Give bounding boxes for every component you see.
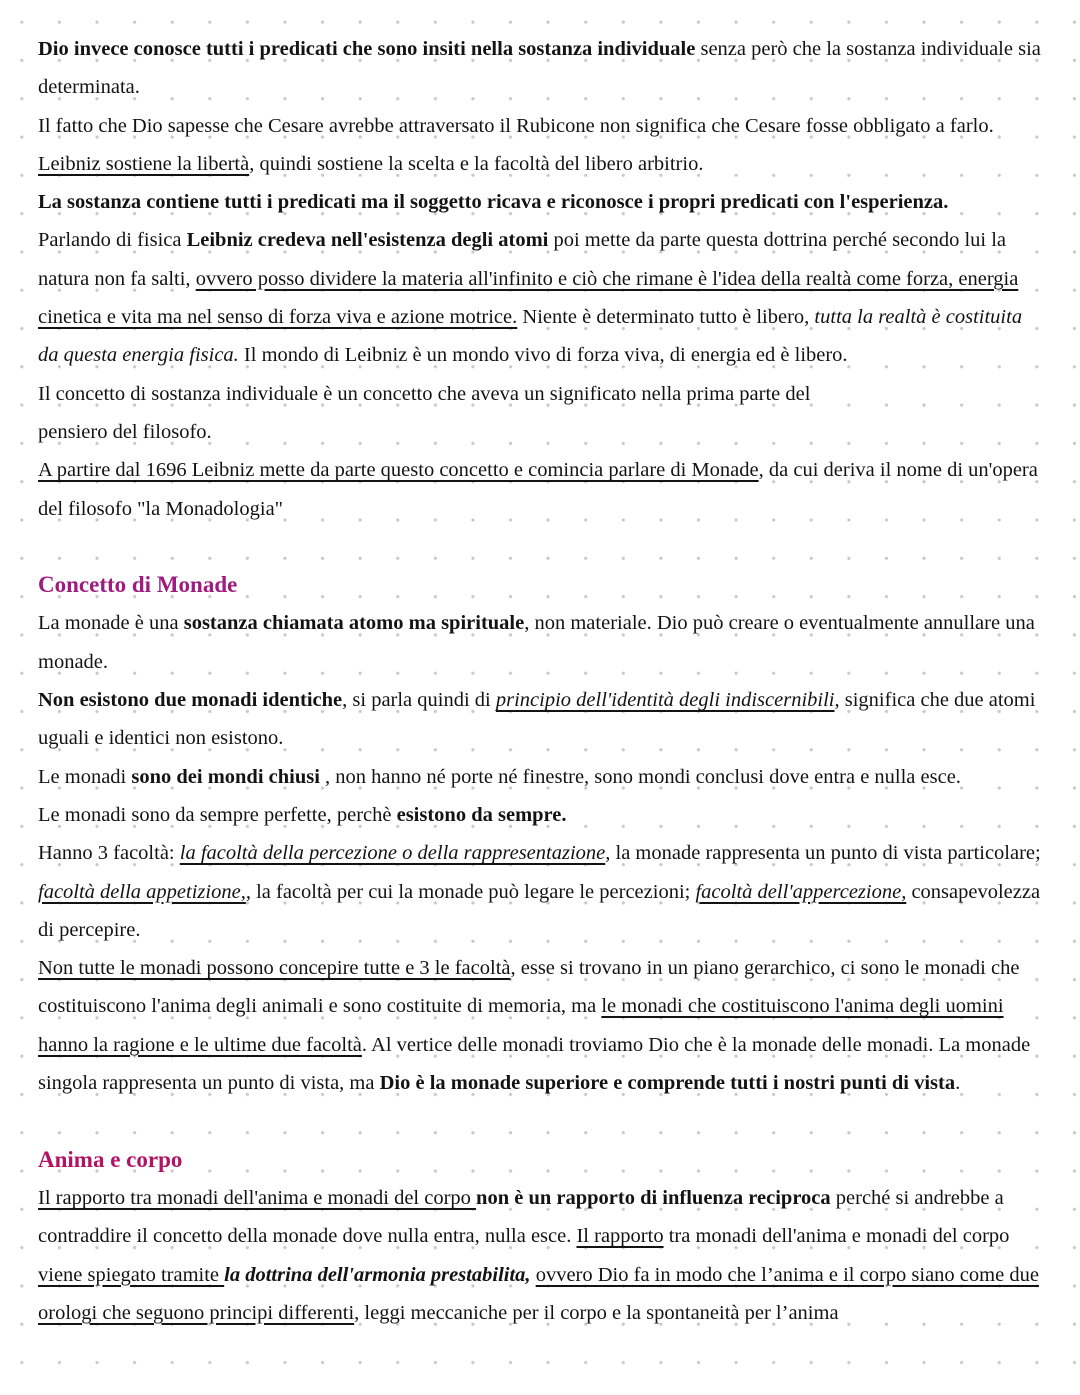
paragraph-tre-facolta [38, 834, 1044, 949]
text-run: , non hanno né porte né finestre, sono mondi conclusi dove entra e nulla esce. [319, 765, 961, 788]
text-run: , quindi sostiene la scelta e la facoltà del libero arbitrio. [249, 152, 704, 175]
document-body [38, 30, 1044, 1332]
text-run: . [955, 1072, 961, 1095]
text-run: A partire dal 1696 Leibniz mette da parte questo concetto e comincia parlare di Monade [38, 459, 759, 482]
paragraph-armonia-prestabilita [38, 1179, 1044, 1332]
text-run: , la facoltà per cui la monade può legare le percezioni; [245, 880, 696, 903]
text-run: Parlando di fisica [38, 229, 187, 252]
text-run: Non tutte le monadi possono concepire tutte e 3 le facoltà [38, 957, 511, 980]
text-run: Dio è la monade superiore e comprende tutti i nostri punti di vista [379, 1072, 956, 1095]
heading-anima-e-corpo [38, 1141, 1044, 1179]
text-run: ovvero posso dividere la materia all'infinito e ciò che rimane è l'idea della realtà come forza, energia cinetica e vita ma nel senso di forza viva e azione motrice. [38, 267, 1019, 329]
text-run: sono dei mondi chiusi [131, 765, 320, 788]
paragraph-liberta [38, 145, 1044, 183]
paragraph-mondi-chiusi [38, 758, 1044, 796]
text-run: Il mondo di Leibniz è un mondo vivo di forza viva, di energia ed è libero. [238, 344, 848, 367]
text-run: perché si andrebbe a contraddire il concetto della monade dove nulla entra, nulla esce. [38, 1186, 1004, 1248]
paragraph-fisica-atomi [38, 221, 1044, 374]
text-run: La monade è una [38, 612, 184, 635]
paragraph-dio-predicati [38, 30, 1044, 107]
paragraph-cesare-rubicone [38, 107, 1044, 145]
text-run: esistono da sempre. [396, 803, 567, 826]
heading-text: Concetto di Monade [38, 572, 238, 598]
text-run: , significa che due atomi uguali e identici non esistono. [38, 689, 1036, 750]
text-run: ovvero Dio fa in modo che l’anima e il corpo siano come due orologi che seguono principi differenti [38, 1263, 1039, 1324]
text-run: sostanza chiamata atomo ma spirituale [183, 612, 525, 635]
paragraph-perfette [38, 796, 1044, 834]
text-run: La sostanza contiene tutti i predicati ma il soggetto ricava e riconosce i propri predicati con l'esperienza. [38, 191, 949, 214]
text-run: facoltà dell'appercezione, [695, 880, 907, 903]
text-run: consapevolezza di percepire. [38, 880, 1041, 941]
text-run: Leibniz credeva nell'esistenza degli atomi [186, 229, 549, 252]
text-run: facoltà della appetizione, [38, 880, 246, 903]
paragraph-gerarchia-monadi [38, 949, 1044, 1102]
text-run: , si parla quindi di [342, 689, 496, 712]
text-run: senza però che la sostanza individuale sia determinata. [38, 38, 1041, 99]
paragraph-concetto-sostanza [38, 375, 1044, 452]
text-run: , esse si trovano in un piano gerarchico, ci sono le monadi che costituiscono l'anima degli animali e sono costituite di memoria, ma [38, 957, 1020, 1018]
text-run: principio dell'identità degli indiscernibili [495, 689, 835, 712]
text-run: viene spiegato tramite [38, 1263, 225, 1286]
text-run: , da cui deriva il nome di un'opera del filosofo "la Monadologia" [38, 459, 1038, 520]
text-run: Il concetto di sostanza individuale è un concetto che aveva un significato nella prima parte del [38, 382, 811, 405]
text-run: tra monadi dell'anima e monadi del corpo [663, 1225, 1010, 1248]
text-run: Niente è determinato tutto è libero, [517, 306, 815, 329]
paragraph-sostanza-predicati [38, 183, 1044, 221]
text-run: Dio invece conosce tutti i predicati che sono insiti nella sostanza individuale [38, 38, 696, 60]
heading-concetto-di-monade [38, 566, 1044, 604]
text-run: tutta la realtà è costituita da questa energia fisica. [38, 306, 1023, 367]
text-run: le monadi che costituiscono l'anima degli uomini hanno la ragione e le ultime due facoltà [38, 995, 1004, 1056]
text-run: , non materiale. Dio può creare o eventualmente annullare una monade. [38, 612, 1035, 673]
text-run: la facoltà della percezione o della rappresentazione [179, 842, 606, 865]
text-run: Leibniz sostiene la libertà [38, 152, 250, 175]
heading-text: Anima e corpo [38, 1146, 183, 1172]
text-run: Il rapporto [576, 1225, 664, 1248]
text-run: non è un rapporto di influenza reciproca [476, 1186, 831, 1209]
text-run: Hanno 3 facoltà: [38, 842, 180, 865]
paragraph-indiscernibili [38, 681, 1044, 758]
text-run: poi mette da parte questa dottrina perché secondo lui la natura non fa salti, [38, 229, 1007, 290]
text-run: Il fatto che Dio sapesse che Cesare avrebbe attraversato il Rubicone non significa che Cesare fosse obbligato a farlo. [38, 114, 994, 137]
text-run: , leggi meccaniche per il corpo e la spontaneità per l’anima [354, 1301, 839, 1324]
text-run: Le monadi [38, 765, 132, 788]
text-run: Il rapporto tra monadi dell'anima e monadi del corpo [38, 1186, 477, 1209]
text-run: Non esistono due monadi identiche [38, 689, 343, 712]
paragraph-monade-sostanza-spirituale [38, 604, 1044, 681]
text-run: , la monade rappresenta un punto di vista particolare; [605, 842, 1041, 865]
text-run: pensiero del filosofo. [38, 420, 212, 443]
text-run: Le monadi sono da sempre perfette, perchè [38, 803, 397, 826]
text-run: . Al vertice delle monadi troviamo Dio che è la monade delle monadi. La monade singola rappresenta un punto di vista, ma [38, 1033, 1031, 1095]
paragraph-1696-monade [38, 451, 1044, 528]
text-run: la dottrina dell'armonia prestabilita, [224, 1263, 531, 1286]
